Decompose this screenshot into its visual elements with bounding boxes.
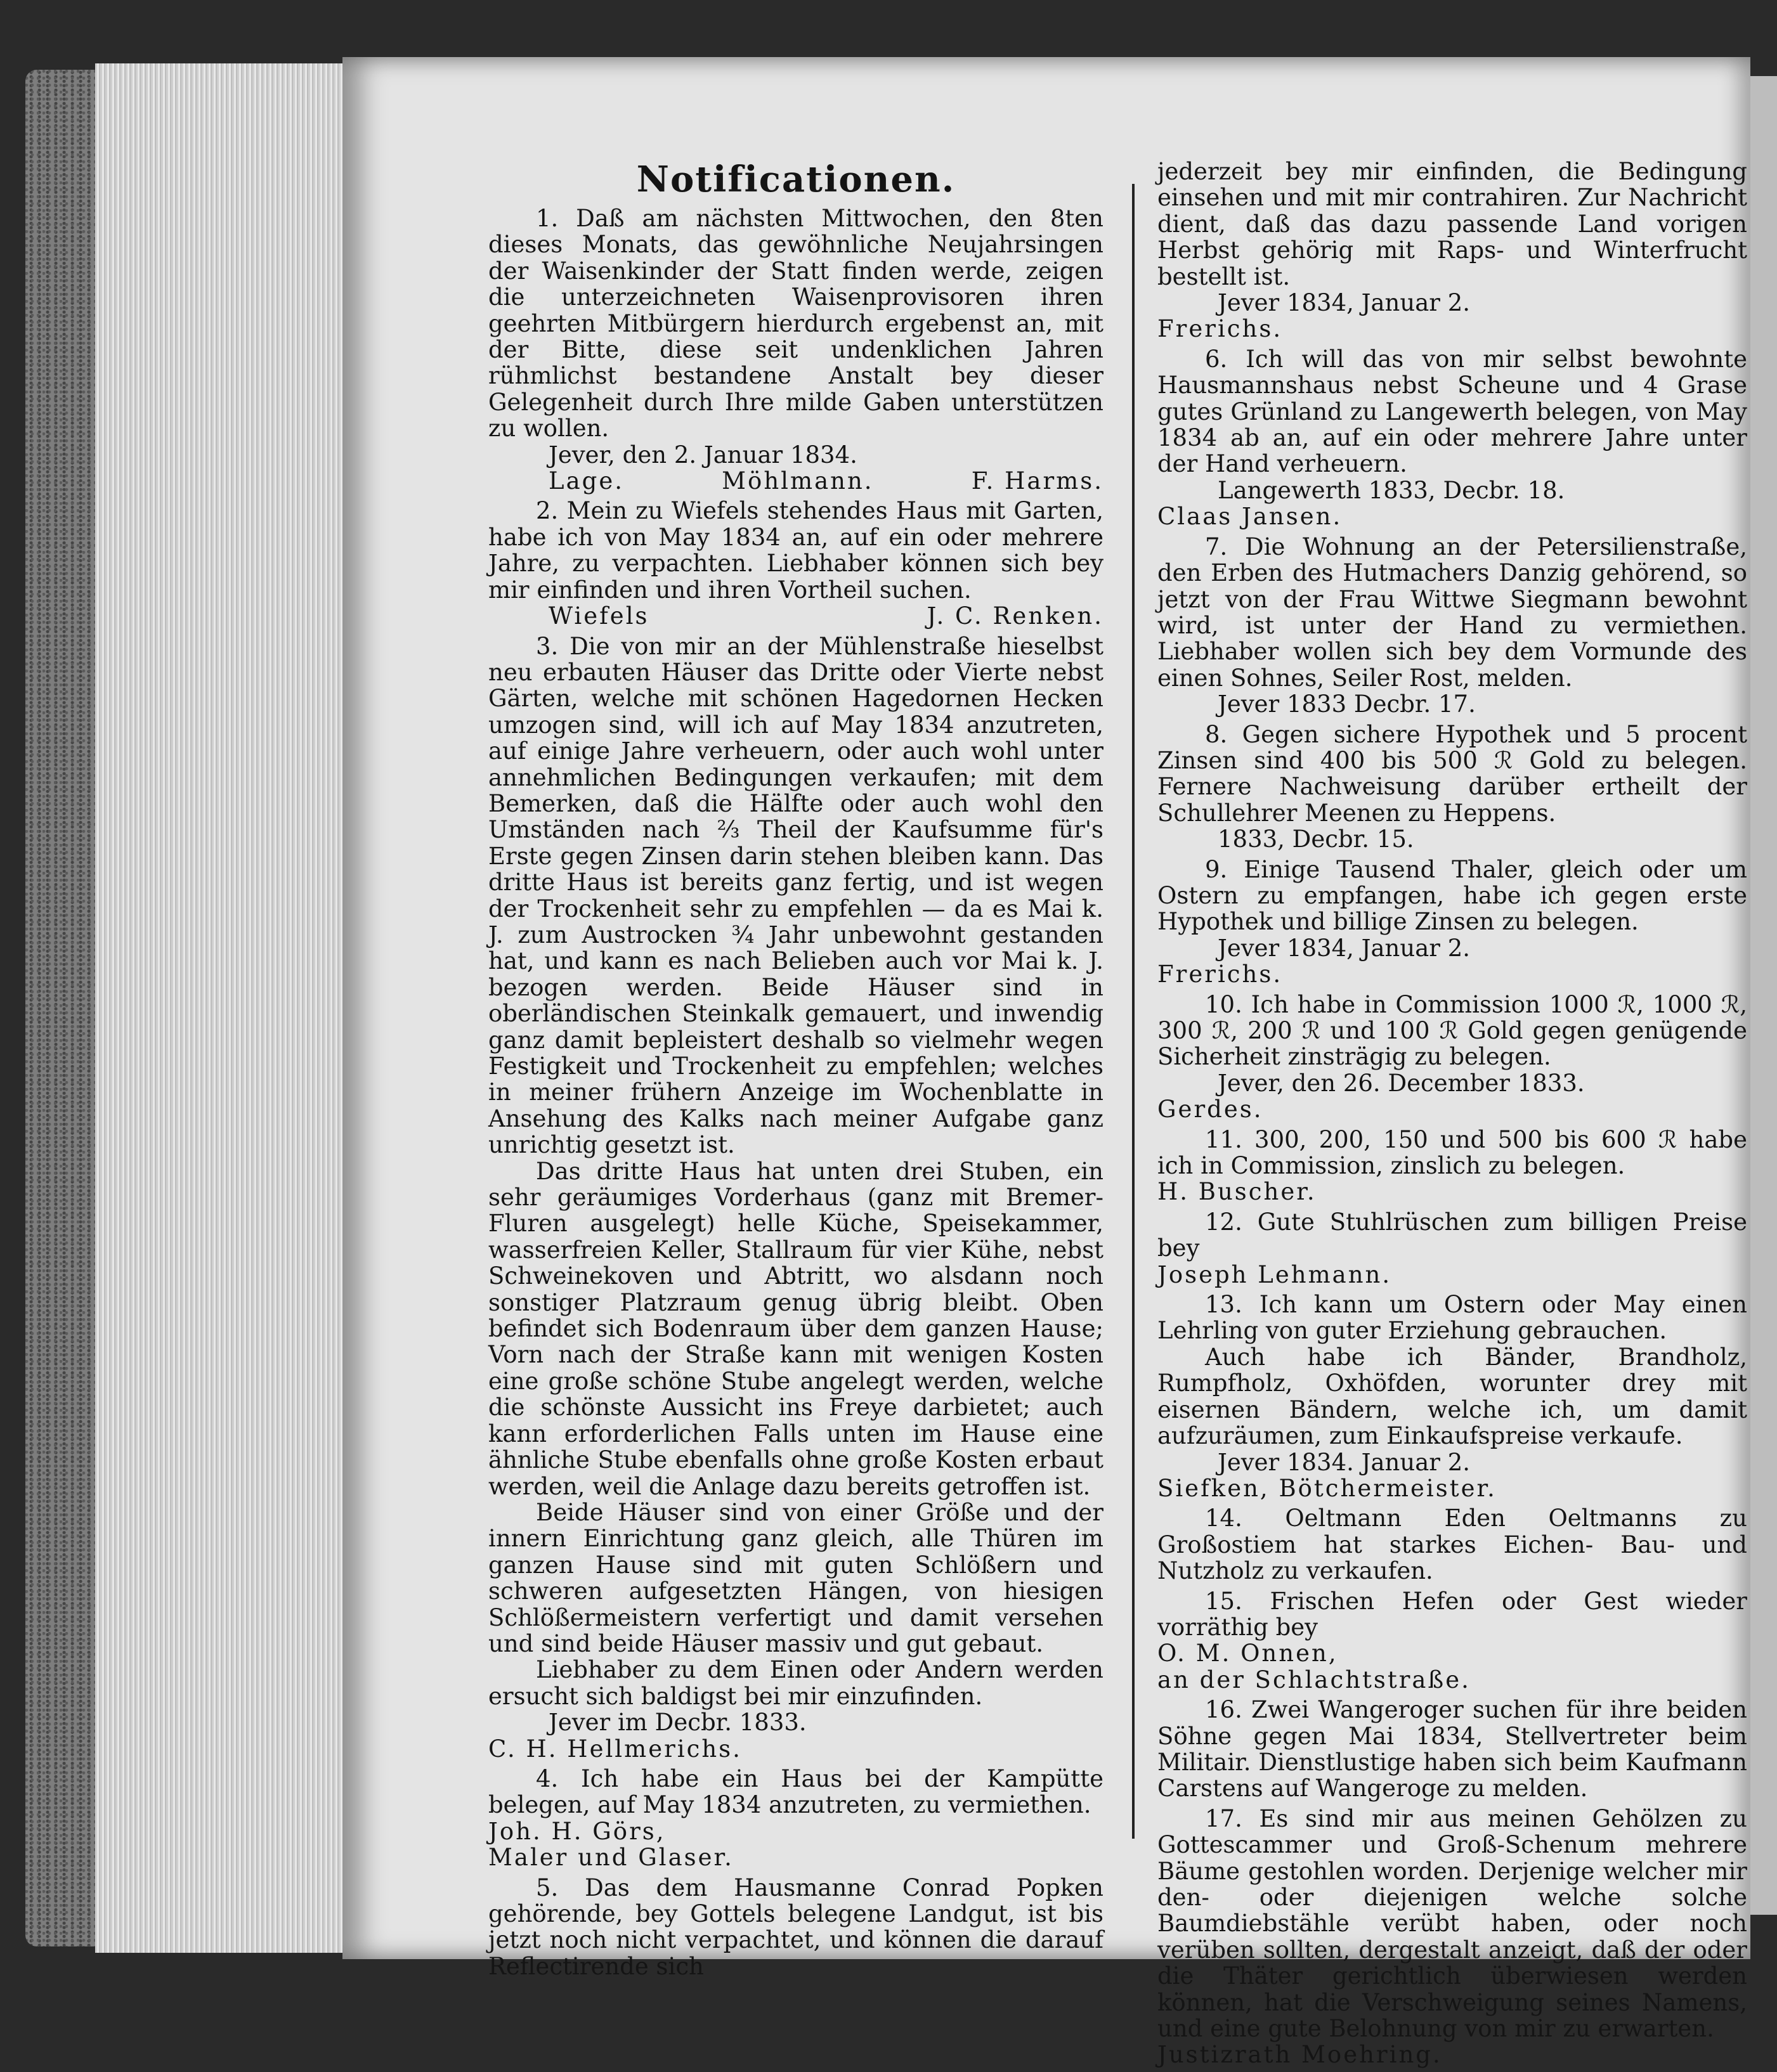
signature: Frerichs. (1157, 315, 1283, 343)
notice-3 (488, 633, 1103, 1762)
notice-12 (1157, 1209, 1747, 1288)
page-block-edges (95, 63, 349, 1953)
notice-date: Jever, den 2. Januar 1834. (549, 441, 857, 469)
signature: Joseph Lehmann. (1157, 1260, 1392, 1288)
notice-text: 16. Zwei Wangeroger suchen für ihre beiden Söhne gegen Mai 1834, Stellvertreter beim Militair. Dienstlustige haben sich beim Kaufmann Carstens auf Wangeroge zu melden. (1157, 1696, 1747, 1803)
notice-16 (1157, 1697, 1747, 1802)
signature: Möhlmann. (722, 467, 874, 495)
notice-text: 2. Mein zu Wiefels stehendes Haus mit Garten, habe ich von May 1834 an, auf ein oder mehrere Jahre, zu verpachten. Liebhaber können sich bey mir einfinden und ihren Vortheil suchen. (488, 497, 1103, 604)
notice-text: 5. Das dem Hausmanne Conrad Popken gehörende, bey Gottels belegene Landgut, ist bis jetzt noch nicht verpachtet, und können die darauf Reflectirende sich (488, 1874, 1103, 1980)
notice-date: Jever, den 26. December 1833. (1218, 1069, 1585, 1097)
notice-text: 12. Gute Stuhlrüschen zum billigen Preise bey (1157, 1208, 1747, 1262)
notice-8 (1157, 722, 1747, 853)
signature-role: Maler und Glaser. (488, 1844, 734, 1872)
signature: F. Harms. (971, 467, 1103, 495)
notice-date: Jever 1834, Januar 2. (1218, 289, 1471, 317)
notice-text: 13. Ich kann um Ostern oder May einen Lehrling von guter Erziehung gebrauchen. (1157, 1291, 1747, 1345)
notice-text: 17. Es sind mir aus meinen Gehölzen zu Gottescammer und Groß-Schenum mehrere Bäume gestohlen worden. Derjenige welcher mir den- oder diejenigen welche solche Baumdiebstähle verübt haben, oder noch verüben sollten, dergestalt anzeigt, daß der oder die Thäter gerichtlich überwiesen werden können, hat die Verschweigung seines Namens, und eine gute Belohnung von mir zu erwarten. (1157, 1804, 1747, 2043)
signature: C. H. Hellmerichs. (488, 1735, 742, 1763)
notice-signatures (488, 603, 1103, 629)
notice-text: 4. Ich habe ein Haus bei der Kampütte belegen, auf May 1834 anzutreten, zu vermiethen. (488, 1764, 1103, 1819)
notice-13 (1157, 1292, 1747, 1501)
notice-11 (1157, 1127, 1747, 1205)
signature: Joh. H. Görs, (488, 1817, 666, 1845)
notice-text: Das dritte Haus hat unten drei Stuben, ein sehr geräumiges Vorderhaus (ganz mit Bremer-Fluren ausgelegt) helle Küche, Speisekammer, wasserfreien Keller, Stallraum für vier Kühe, nebst Schweinekoven und Abtritt, wo alsdann noch sonstiger Platzraum genug übrig bleibt. Oben befindet sich Bodenraum über dem ganzen Hause; Vorn nach der Straße kann mit wenigen Kosten eine große schöne Stube angelegt werden, welche die schönste Aussicht ins Freye darbietet; auch kann erforderlichen Falls unten im Hause eine ähnliche Stube ebenfalls ohne große Kosten erbaut werden, weil die Anlage dazu bereits getroffen ist. (488, 1157, 1103, 1500)
notice-9 (1157, 857, 1747, 988)
notice-signatures (488, 468, 1103, 494)
notice-15 (1157, 1588, 1747, 1693)
signature: Justizrath Moehring. (1157, 2041, 1442, 2069)
signature: Siefken, Bötchermeister. (1157, 1474, 1497, 1502)
notice-5-continued (1157, 159, 1747, 342)
notice-6 (1157, 346, 1747, 530)
signature: Frerichs. (1157, 961, 1283, 988)
next-page-edge (1750, 76, 1777, 1915)
notice-4 (488, 1766, 1103, 1871)
notice-1 (488, 205, 1103, 494)
notice-date: Jever im Decbr. 1833. (549, 1709, 807, 1737)
notice-text: 7. Die Wohnung an der Petersilienstraße, den Erben des Hutmachers Danzig gehörend, so jetzt von der Frau Wittwe Siegmann bewohnt wird, ist unter der Hand zu vermiethen. Liebhaber wollen sich bey dem Vormunde des einen Sohnes, Seiler Rost, melden. (1157, 533, 1747, 692)
signature: H. Buscher. (1157, 1178, 1317, 1206)
notice-date: Jever 1834. Januar 2. (1218, 1448, 1471, 1476)
notice-text: 9. Einige Tausend Thaler, gleich oder um Ostern zu empfangen, habe ich gegen erste Hypothek und billige Zinsen zu belegen. (1157, 855, 1747, 936)
notice-14 (1157, 1505, 1747, 1584)
signature: O. M. Onnen, (1157, 1640, 1338, 1667)
notice-2 (488, 498, 1103, 629)
signature: J. C. Renken. (927, 602, 1103, 630)
signature-address: an der Schlachtstraße. (1157, 1666, 1471, 1693)
notice-17 (1157, 1806, 1747, 2068)
notice-text: 3. Die von mir an der Mühlenstraße hieselbst neu erbauten Häuser das Dritte oder Vierte nebst Gärten, welche mit schönen Hagedornen Hecken umzogen sind, will ich auf May 1834 anzutreten, auf einige Jahre verheuern, oder auch wohl unter annehmlichen Bedingungen verkaufen; mit dem Bemerken, daß die Hälfte oder auch wohl den Umständen nach ⅔ Theil der Kaufsumme für's Erste gegen Zinsen darin stehen bleiben kann. Das dritte Haus ist bereits ganz fertig, und ist wegen der Trockenheit sehr zu empfehlen — da es Mai k. J. zum Austrocken ¾ Jahr unbewohnt gestanden hat, und kann es nach Belieben auch vor Mai k. J. bezogen werden. Beide Häuser sind in oberländischen Steinkalk gemauert, und inwendig ganz damit bepleistert deshalb so vielmehr wegen Festigkeit und Trockenheit zu empfehlen; welches in meiner frühern Anzeige im Wochenblatte in Ansehung des Kalks nach meiner Aufgabe ganz unrichtig gesetzt ist. (488, 632, 1103, 1159)
notice-text: jederzeit bey mir einfinden, die Bedingung einsehen und mit mir contrahiren. Zur Nachricht dient, daß das dazu passende Land vorigen Herbst gehörig mit Raps- und Winterfrucht bestellt ist. (1157, 158, 1747, 290)
signature: Lage. (549, 467, 624, 495)
left-column (488, 159, 1103, 1983)
notice-10 (1157, 992, 1747, 1123)
signature: Gerdes. (1157, 1096, 1263, 1123)
notice-date: Jever 1833 Decbr. 17. (1218, 690, 1476, 718)
notice-7 (1157, 534, 1747, 718)
column-divider (1132, 184, 1135, 1839)
notice-text: 14. Oeltmann Eden Oeltmanns zu Großostiem hat starkes Eichen- Bau- und Nutzholz zu verkaufen. (1157, 1505, 1747, 1585)
notice-text: 10. Ich habe in Commission 1000 ℛ, 1000 ℛ, 300 ℛ, 200 ℛ und 100 ℛ Gold gegen genügende Sicherheit zinsträgig zu belegen. (1157, 990, 1747, 1071)
notice-text: Auch habe ich Bänder, Brandholz, Rumpfholz, Oxhöfden, worunter drey mit eisernen Bändern, welche ich, um damit aufzuräumen, zum Einkaufspreise verkaufe. (1157, 1343, 1747, 1450)
notice-date: Jever 1834, Januar 2. (1218, 934, 1471, 962)
right-column (1157, 159, 1747, 2072)
notice-text: Beide Häuser sind von einer Größe und der innern Einrichtung ganz gleich, alle Thüren im ganzen Hause sind mit guten Schlößern und schweren aufgesetzten Hängen, von hiesigen Schlößermeistern verfertigt und damit versehen und sind beide Häuser massiv und gut gebaut. (488, 1498, 1103, 1657)
notice-text: 8. Gegen sichere Hypothek und 5 procent Zinsen sind 400 bis 500 ℛ Gold zu belegen. Fernere Nachweisung darüber ertheilt der Schullehrer Meenen zu Heppens. (1157, 720, 1747, 827)
notice-text: 1. Daß am nächsten Mittwochen, den 8ten dieses Monats, das gewöhnliche Neujahrsingen der Waisenkinder der Statt finden werde, zeigen die unterzeichneten Waisenprovisoren ihren geehrten Mitbürgern hierdurch ergebenst an, mit der Bitte, diese seit undenklichen Jahren rühmlichst bestandene Anstalt bey dieser Gelegenheit durch Ihre milde Gaben unterstützen zu wollen. (488, 205, 1103, 443)
notice-text: 11. 300, 200, 150 und 500 bis 600 ℛ habe ich in Commission, zinslich zu belegen. (1157, 1125, 1747, 1180)
notice-5 (488, 1875, 1103, 1980)
notice-text: 15. Frischen Hefen oder Gest wieder vorräthig bey (1157, 1587, 1747, 1641)
page-heading: Notificationen. (636, 159, 956, 200)
notice-date: 1833, Decbr. 15. (1218, 826, 1414, 853)
notice-text: 6. Ich will das von mir selbst bewohnte Hausmannshaus nebst Scheune und 4 Grase gutes Grünland zu Langewerth belegen, von May 1834 ab an, auf ein oder mehrere Jahre unter der Hand verheuern. (1157, 345, 1747, 478)
notice-place: Wiefels (549, 602, 649, 630)
signature: Claas Jansen. (1157, 503, 1343, 531)
notice-date: Langewerth 1833, Decbr. 18. (1218, 476, 1565, 504)
notice-text: Liebhaber zu dem Einen oder Andern werden ersucht sich baldigst bei mir einzufinden. (488, 1656, 1103, 1710)
